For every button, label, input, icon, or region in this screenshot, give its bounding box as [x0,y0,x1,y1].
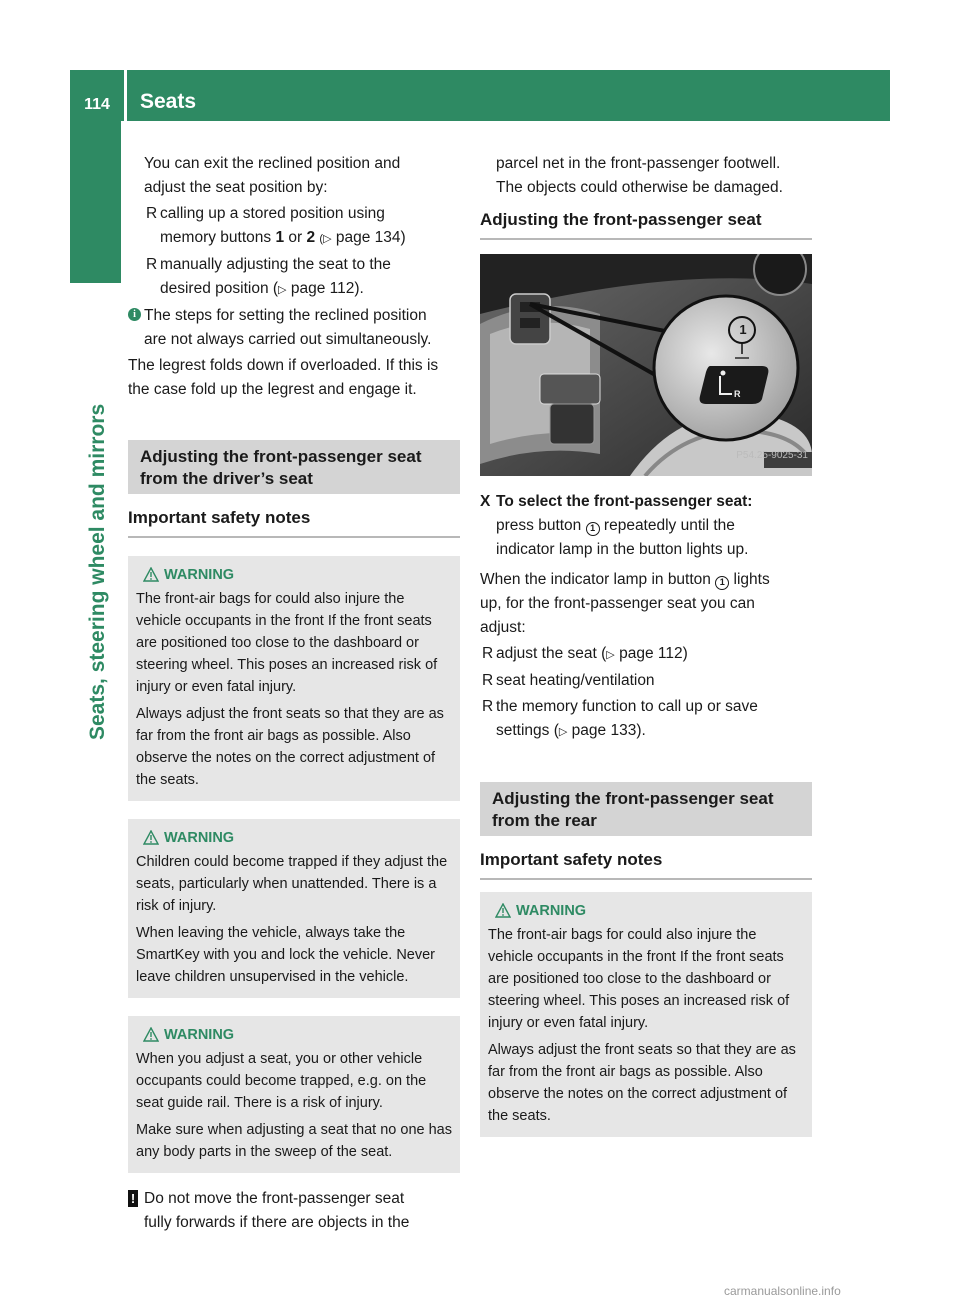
warning-title: WARNING [488,900,804,922]
warning-box [128,819,460,998]
section-heading [480,782,812,836]
adjust-paragraph: When the indicator lamp in button 1 lights up, for the front-passenger seat you can adjust: [480,568,812,640]
footer-watermark: carmanualsonline.info [724,1284,841,1298]
subheading: Important safety notes [480,848,812,880]
warning-title: WARNING [136,1024,452,1046]
section-heading [128,440,460,494]
caution-note [128,1187,460,1235]
warning-text: Always adjust the front seats so that they are as far from the front air bags as possible. Also observe the notes on the correct adjustment of the seats. [136,706,444,788]
bullet-mark: R [146,205,158,222]
list-item-text: seat heating/ventilation [496,672,655,689]
warning-icon [143,830,159,845]
warning-text: When leaving the vehicle, always take the SmartKey with you and lock the vehicle. Never leave children unsupervised in the vehicle. [136,925,435,985]
header-divider [124,70,127,121]
info-icon: i [128,308,141,321]
section-heading-line: Adjusting the front-passenger seat [140,447,422,466]
bullet-mark: R [146,256,158,273]
warning-icon [495,903,511,918]
bullet-mark: R [482,698,494,715]
subheading: Important safety notes [128,506,460,538]
legrest-paragraph [128,354,460,402]
section-heading-line: Adjusting the front-passenger seat [492,789,774,808]
caution-continuation [480,152,812,200]
side-tab [70,121,121,283]
warning-box [480,892,812,1137]
page-ref-icon: ▷ [278,284,287,296]
photo-code: P54.25-9025-31 [736,450,808,461]
legrest-line: the case fold up the legrest and engage it. [128,381,417,398]
bullet-list [480,642,812,744]
info-line: are not always carried out simultaneously. [144,331,432,348]
caution-line: parcel net in the front-passenger footwell. [496,155,781,172]
warning-box [128,556,460,801]
photo-button-glyph: R [734,389,741,399]
list-item: R adjust the seat (▷ page 112) [480,642,812,667]
side-chapter-label: Seats, steering wheel and mirrors [86,403,109,740]
warning-title: WARNING [136,564,452,586]
warning-box [128,1016,460,1173]
left-column [128,152,460,1235]
page-ref-link[interactable]: page 134) [335,229,406,246]
list-item-text: manually adjusting the seat to the [160,256,391,273]
action-icon: X [480,493,491,510]
warning-text: The front-air bags for could also injure the vehicle occupants in the front If the front seats are positioned too close to the dashboard or steering wheel. This poses an increased risk of injury or even fatal injury. [136,591,438,695]
warning-icon [143,567,159,582]
warning-text: Always adjust the front seats so that they are as far from the front air bags as possible. Also observe the notes on the correct adjustment of the seats. [488,1042,796,1124]
action-title: To select the front-passenger seat: [496,493,753,510]
adjust-line: adjust: [480,619,526,636]
list-item-text: desired position (▷ page 112). [160,280,364,297]
right-column [480,152,812,1137]
page-ref-link[interactable]: page 133). [571,722,646,739]
page-ref-icon: (▷ [319,233,332,245]
warning-text: Children could become trapped if they adjust the seats, particularly when unattended. There is a risk of injury. [136,854,448,914]
info-line: The steps for setting the reclined position [144,307,427,324]
list-item [144,253,460,302]
list-item-text: memory buttons 1 or 2 (▷ page 134) [160,229,406,246]
door-panel-illustration [480,254,812,476]
section-heading-line: from the rear [492,811,597,830]
page-ref-link[interactable]: page 112) [619,645,688,662]
caution-icon: ! [128,1190,138,1207]
action-step [480,490,812,562]
list-item: R the memory function to call up or save settings (▷ page 133). [480,695,812,744]
action-text: press button 1 repeatedly until the [496,517,735,534]
legrest-line: The legrest folds down if overloaded. If this is [128,357,439,374]
page-number: 114 [84,96,110,113]
section-heading-line: from the driver’s seat [140,469,313,488]
info-note [128,304,460,352]
page-ref-icon: ▷ [606,649,615,661]
page-ref-link[interactable]: page 112). [290,280,364,297]
callout-1-icon: 1 [715,576,729,590]
warning-title: WARNING [136,827,452,849]
list-item [480,669,812,693]
warning-text: Make sure when adjusting a seat that no one has any body parts in the sweep of the seat. [136,1122,452,1160]
photo-callout-label: 1 [739,322,747,337]
bullet-mark: R [482,645,494,662]
bullet-list [128,202,460,302]
warning-icon [143,1027,159,1042]
callout-1-icon: 1 [586,522,600,536]
caution-line: Do not move the front-passenger seat [144,1190,405,1207]
page-ref-icon: ▷ [558,726,568,738]
list-item-text: calling up a stored position using [160,205,385,222]
action-text: indicator lamp in the button lights up. [496,541,749,558]
bullet-mark: R [482,672,494,689]
intro-line: You can exit the reclined position and [144,155,401,172]
intro-paragraph [128,152,460,200]
list-item-text: the memory function to call up or save [496,698,758,715]
page-title: Seats [140,90,197,113]
caution-line: The objects could otherwise be damaged. [496,179,783,196]
caution-line: fully forwards if there are objects in the [144,1214,410,1231]
adjust-line: up, for the front-passenger seat you can [480,595,755,612]
warning-text: When you adjust a seat, you or other vehicle occupants could become trapped, e.g. on the seat guide rail. There is a risk of injury. [136,1051,427,1111]
warning-text: The front-air bags for could also injure the vehicle occupants in the front If the front seats are positioned too close to the dashboard or steering wheel. This poses an increased risk of injury or even fatal injury. [488,927,790,1031]
door-panel-photo [480,254,812,476]
list-item [144,202,460,251]
intro-line: adjust the seat position by: [144,179,328,196]
subheading: Adjusting the front-passenger seat [480,208,812,240]
